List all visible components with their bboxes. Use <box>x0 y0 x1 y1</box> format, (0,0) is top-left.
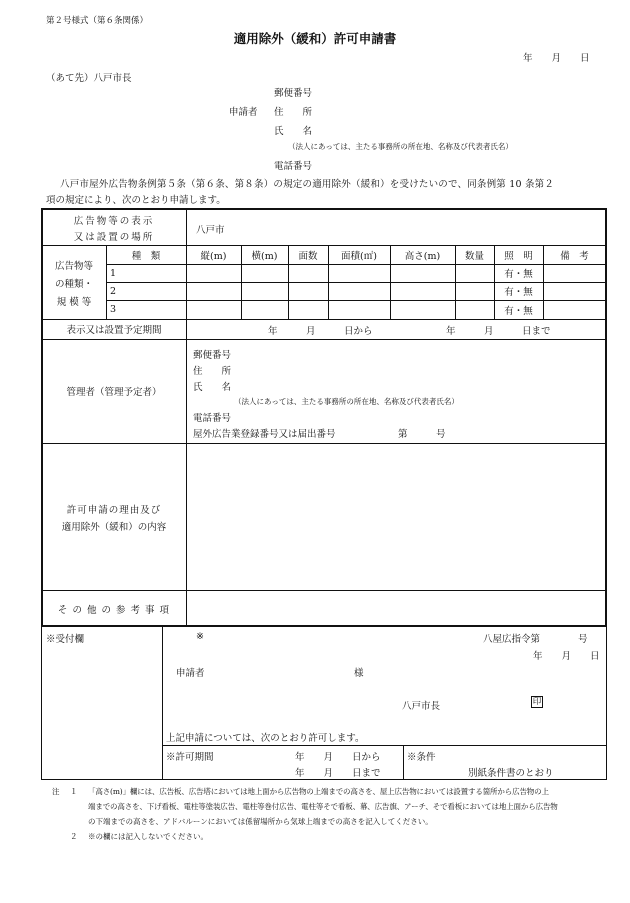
intro-text-line1: 八戸市屋外広告物条例第５条（第６条、第８条）の規定の適用除外（緩和）を受けたいので、同条例第 10 条第２ <box>60 179 555 190</box>
other-label: そ の 他 の 参 考 事 項 <box>57 604 171 616</box>
header-quantity: 数量 <box>464 250 484 262</box>
note-1-line1: 「高さ(m)」欄には、広告板、広告塔においては地上面から広告物の上端までの高さを、屋上広告物においては設置する箇所から広告物の上 <box>88 787 549 796</box>
applicant-name-label: 氏 名 <box>274 126 313 137</box>
types-side-label-3: 規 模 等 <box>56 297 92 308</box>
form-number: 第２号様式（第６条関係） <box>46 16 149 26</box>
sama-label: 様 <box>354 668 364 679</box>
intro-text-line2: 項の規定により、次のとおり申請します。 <box>46 195 226 206</box>
header-area: 面積(㎡) <box>341 250 377 262</box>
table-row-number: 3 <box>110 304 117 315</box>
period-label: 表示又は設置予定期間 <box>66 325 162 336</box>
types-side-label-1: 広告物等 <box>54 261 93 272</box>
types-side-label-2: の種類・ <box>54 279 93 290</box>
mayor-label: 八戸市長 <box>402 701 441 712</box>
page-title: 適用除外（緩和）許可申請書 <box>233 31 397 46</box>
header-width-m: 横(m) <box>251 250 278 262</box>
lighting-toggle[interactable]: 有・無 <box>504 305 533 317</box>
location-label-line2: 又は設置の場所 <box>73 232 155 243</box>
applicant-corp-note: （法人にあっては、主たる事務所の所在地、名称及び代表者氏名） <box>288 142 513 151</box>
approval-period-label: ※許可期間 <box>166 752 214 763</box>
applicant-label: 申請者 <box>229 107 258 118</box>
period-from[interactable]: 年 月 日から <box>268 326 373 337</box>
location-label-line1: 広告物等の表示 <box>73 216 155 227</box>
note-1-line2: 端までの高さを、下げ看板、電柱等塗装広告、電柱等巻付広告、電柱等そで看板、幕、広告旗、アーチ、そで看板においては地上面から広告物 <box>88 802 558 811</box>
other-input-area[interactable] <box>187 591 606 626</box>
manager-corp-note: （法人にあっては、主たる事務所の所在地、名称及び代表者氏名） <box>234 397 459 406</box>
reception-date: 年 月 日 <box>533 651 600 662</box>
applicant-address-label: 住 所 <box>274 107 313 118</box>
applicant-phone-label: 電話番号 <box>274 161 313 172</box>
header-elevation: 高さ(m) <box>404 250 441 262</box>
reception-label: ※受付欄 <box>46 634 85 645</box>
addressee: （あて先）八戸市長 <box>46 73 132 84</box>
note-2-number: ２ <box>70 832 78 841</box>
condition-value: 別紙条件書のとおり <box>468 768 554 779</box>
note-1-line3: の下端までの高さを、アドバルーンにおいては係留場所から気球上端までの高さを記入してください。 <box>88 817 433 826</box>
manager-postal-label: 郵便番号 <box>193 350 232 361</box>
reason-label-line1: 許可申請の理由及び <box>66 505 162 516</box>
period-to[interactable]: 年 月 日まで <box>446 326 551 337</box>
registration-number[interactable]: 第 号 <box>398 429 446 440</box>
approval-period-from: 年 月 日から <box>295 752 381 763</box>
approval-text: 上記申請については、次のとおり許可します。 <box>166 733 365 744</box>
manager-address-label: 住 所 <box>193 366 232 377</box>
reception-mark: ※ <box>196 631 204 642</box>
header-height-m: 縦(m) <box>200 250 227 262</box>
header-faces: 面数 <box>298 250 318 262</box>
approval-period-to: 年 月 日まで <box>295 768 381 779</box>
application-date[interactable]: 年 月 日 <box>523 53 590 64</box>
table-row-number: 1 <box>110 268 117 279</box>
location-value[interactable]: 八戸市 <box>196 225 225 236</box>
seal-icon: 印 <box>532 697 542 707</box>
table-row-number: 2 <box>110 286 117 297</box>
header-remarks: 備 考 <box>560 250 589 262</box>
reason-label-line2: 適用除外（緩和）の内容 <box>61 522 167 533</box>
header-lighting: 照 明 <box>504 250 533 262</box>
note-1-number: １ <box>70 787 78 796</box>
header-type: 種 類 <box>131 250 161 262</box>
lighting-toggle[interactable]: 有・無 <box>504 269 533 280</box>
reception-applicant-label: 申請者 <box>176 668 205 679</box>
registration-label: 屋外広告業登録番号又は届出番号 <box>193 429 336 440</box>
note-2-text: ※の欄には記入しないでください。 <box>88 832 208 841</box>
manager-phone-label: 電話番号 <box>193 413 232 424</box>
manager-label: 管理者（管理予定者） <box>66 387 162 398</box>
applicant-postal-label: 郵便番号 <box>274 88 313 99</box>
order-number: 八屋広指令第 号 <box>483 634 588 645</box>
reason-input-area[interactable] <box>187 444 606 590</box>
condition-label: ※条件 <box>407 752 436 763</box>
manager-name-label: 氏 名 <box>193 382 232 393</box>
lighting-toggle[interactable]: 有・無 <box>504 287 533 298</box>
notes-label: 注 <box>52 787 60 796</box>
